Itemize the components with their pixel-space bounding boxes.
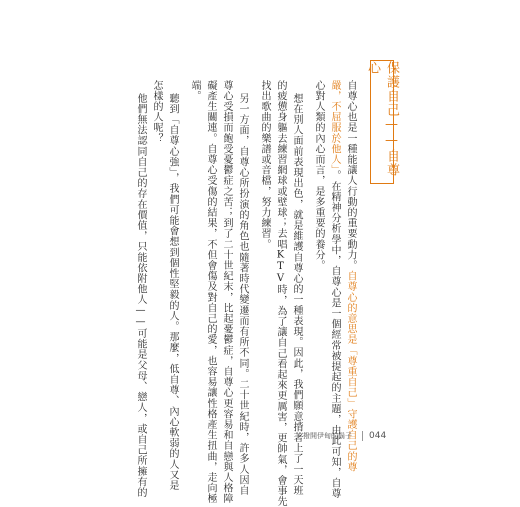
text-column: [311, 80, 325, 271]
body-text-segment: 心對人類的內心而言，是多重要的養分。: [313, 80, 324, 271]
body-text-segment: 礙產生關連。自尊心受傷的結果，不但會傷及對自己的愛，也容易讓性格產生扭曲，走向極: [205, 80, 216, 504]
text-column: [149, 80, 163, 144]
body-text-segment: 找出歌曲的樂譜或音檔，努力練習。: [259, 80, 270, 250]
body-text-segment: 自尊心也是一種能讓人行動的重要動力。: [345, 80, 356, 271]
body-text-segment: 想在別人面前表現出色，就是維護自尊心的一種表現。因此，我們願意揹著上了一天班: [291, 93, 302, 496]
body-text-segment: 尊心受損而飽受憂鬱症之苦；到了二十世紀末，比起憂鬱症，自尊心更容易和自戀與人格障: [221, 80, 232, 504]
body-text-segment: 聽到「自尊心強」，我們可能會想到個性堅毅的人。那麼，低自尊、內心軟弱的人又是: [167, 93, 178, 491]
text-column: [219, 80, 233, 504]
footer-book-title: 撥開伊甸的鬍子: [303, 432, 352, 440]
text-column: [133, 93, 147, 498]
page-number: 044: [362, 431, 386, 441]
text-column: [273, 80, 287, 507]
highlighted-text: 嚴，不屈服於他人」: [329, 80, 340, 171]
text-column: [165, 93, 179, 491]
text-column: [257, 80, 271, 250]
highlighted-text: 自尊心的意思是「尊重自己」守護自己的尊: [345, 270, 356, 473]
body-text-segment: 。在精神分析學中，自尊心是一個經常被提起的主題，由此可知，自尊: [329, 170, 340, 500]
body-text-segment: 他們無法認同自己的存在價值，只能依附他人——可能是父母、戀人，或自己所擁有的: [135, 93, 146, 498]
page-footer: [303, 431, 386, 441]
text-column: [289, 93, 303, 496]
body-text-segment: 另一方面，自尊心所扮演的角色也隨著時代變遷而有所不同。二十世紀時，許多人因自: [237, 93, 248, 496]
body-text-segment: 怎樣的人呢？: [151, 80, 162, 144]
section-title: 保護自己——自尊心: [370, 60, 394, 184]
text-column: [203, 80, 217, 504]
text-column: [187, 80, 201, 101]
text-column: [343, 80, 357, 472]
body-text-segment: 端。: [189, 80, 200, 102]
text-column: [235, 93, 249, 496]
body-text-segment: 的疲憊身軀去練習網球或壁球；去唱KTV時，為了讓自己看起來更厲害，更帥氣，會事先: [275, 80, 286, 507]
